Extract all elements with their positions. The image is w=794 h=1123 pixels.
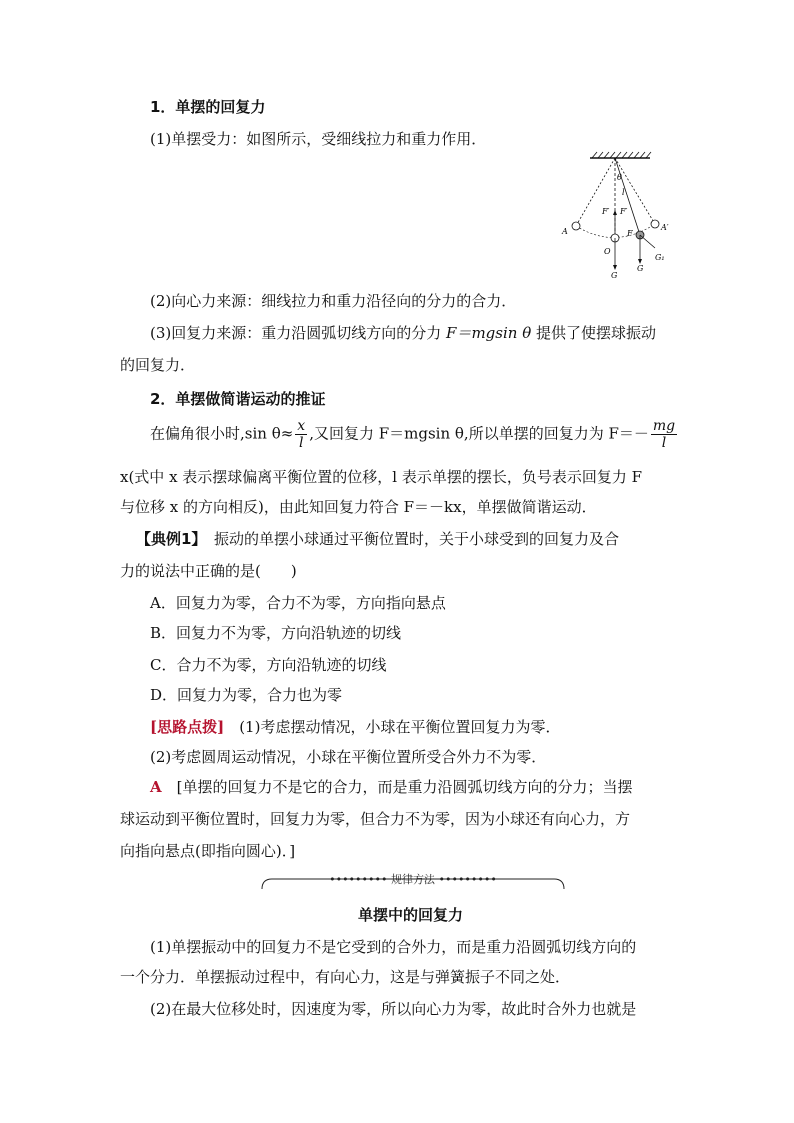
- method-p1a: (1)单摆振动中的回复力不是它受到的合外力，而是重力沿圆弧切线方向的: [150, 938, 637, 956]
- frac2-num: mg: [652, 418, 676, 434]
- label-theta: θ: [617, 173, 622, 182]
- section2-l2: x(式中 x 表示摆球偏离平衡位置的位移，l 表示单摆的摆长，负号表示回复力 F: [120, 468, 643, 486]
- answer-letter: A: [150, 778, 162, 796]
- section1-p3-text-a: (3)回复力来源：重力沿圆弧切线方向的分力: [150, 324, 447, 342]
- pendulum-diagram: [560, 150, 680, 280]
- option-b: B．回复力不为零，方向沿轨迹的切线: [150, 624, 402, 642]
- label-o: O: [604, 247, 611, 256]
- method-p1b: 一个分力．单摆振动过程中，有向心力，这是与弹簧振子不同之处．: [120, 968, 571, 986]
- section1-heading: 1．单摆的回复力: [150, 98, 266, 116]
- frac2-den: l: [661, 435, 667, 451]
- hint-text-1: (1)考虑摆动情况，小球在平衡位置回复力为零．: [224, 718, 561, 736]
- answer-line2: 球运动到平衡位置时，回复力为零，但合力不为零，因为小球还有向心力，方: [120, 810, 631, 828]
- section2-l1-text-a: 在偏角很小时,sin θ≈: [150, 424, 294, 443]
- frac1-num: x: [297, 418, 306, 434]
- label-f: F: [627, 229, 633, 238]
- example-question-line1: [136, 528, 619, 549]
- option-a: A．回复力为零，合力不为零，方向指向悬点: [150, 594, 446, 612]
- fraction-x-over-l: [295, 418, 307, 451]
- method-p2: (2)在最大位移处时，因速度为零，所以向心力为零，故此时合外力也就是: [150, 1000, 637, 1018]
- method-banner: [258, 873, 568, 891]
- option-c: C．合力不为零，方向沿轨迹的切线: [150, 656, 387, 674]
- hint-line2: (2)考虑圆周运动情况，小球在平衡位置所受合外力不为零．: [150, 748, 547, 766]
- section2-l1: [150, 418, 679, 451]
- label-g-mid: G: [637, 264, 644, 273]
- section1-p2: (2)向心力来源：细线拉力和重力沿径向的分力的合力．: [150, 292, 517, 310]
- method-label: ••••••••• 规律方法 •••••••••: [329, 873, 497, 886]
- method-title: 单摆中的回复力: [358, 906, 464, 924]
- fraction-mg-over-l: [651, 418, 677, 451]
- example-q1-text: 振动的单摆小球通过平衡位置时，关于小球受到的回复力及合: [198, 530, 619, 548]
- section1-p3-formula: F＝mgsin θ: [446, 324, 532, 342]
- hint-line1: [150, 716, 560, 737]
- label-a: A: [562, 227, 568, 236]
- section1-p3-cont: 的回复力．: [120, 356, 196, 374]
- answer-line3: 向指向悬点(即指向圆心)．]: [120, 842, 296, 860]
- section2-l1-text-b: ,又回复力 F＝mgsin θ,所以单摆的回复力为 F＝－: [309, 424, 649, 443]
- label-g-left: G: [611, 271, 618, 280]
- answer-text-1: [单摆的回复力不是它的合力，而是重力沿圆弧切线方向的分力；当摆: [161, 778, 633, 796]
- section1-p3-text-b: 提供了使摆球振动: [531, 324, 657, 342]
- frac1-den: l: [299, 435, 304, 451]
- label-l: l: [622, 188, 625, 197]
- section1-p3: [150, 322, 656, 343]
- option-d: D．回复力为零，合力也为零: [150, 686, 343, 704]
- section2-l3: 与位移 x 的方向相反)，由此知回复力符合 F＝－kx，单摆做简谐运动．: [120, 498, 597, 516]
- example-question-line2: 力的说法中正确的是( ): [120, 562, 297, 580]
- label-a-prime: A′: [661, 223, 669, 232]
- answer-line1: [150, 776, 633, 797]
- hint-tag: [思路点拨]: [150, 718, 225, 736]
- example-tag: 【典例1】: [136, 530, 199, 548]
- section2-heading: 2．单摆做简谐运动的推证: [150, 390, 326, 408]
- label-f-prime-left: F′: [602, 207, 610, 216]
- label-f-prime-right: F′: [620, 207, 628, 216]
- section1-p1: (1)单摆受力：如图所示，受细线拉力和重力作用．: [150, 130, 487, 148]
- label-g1: G₁: [655, 253, 665, 262]
